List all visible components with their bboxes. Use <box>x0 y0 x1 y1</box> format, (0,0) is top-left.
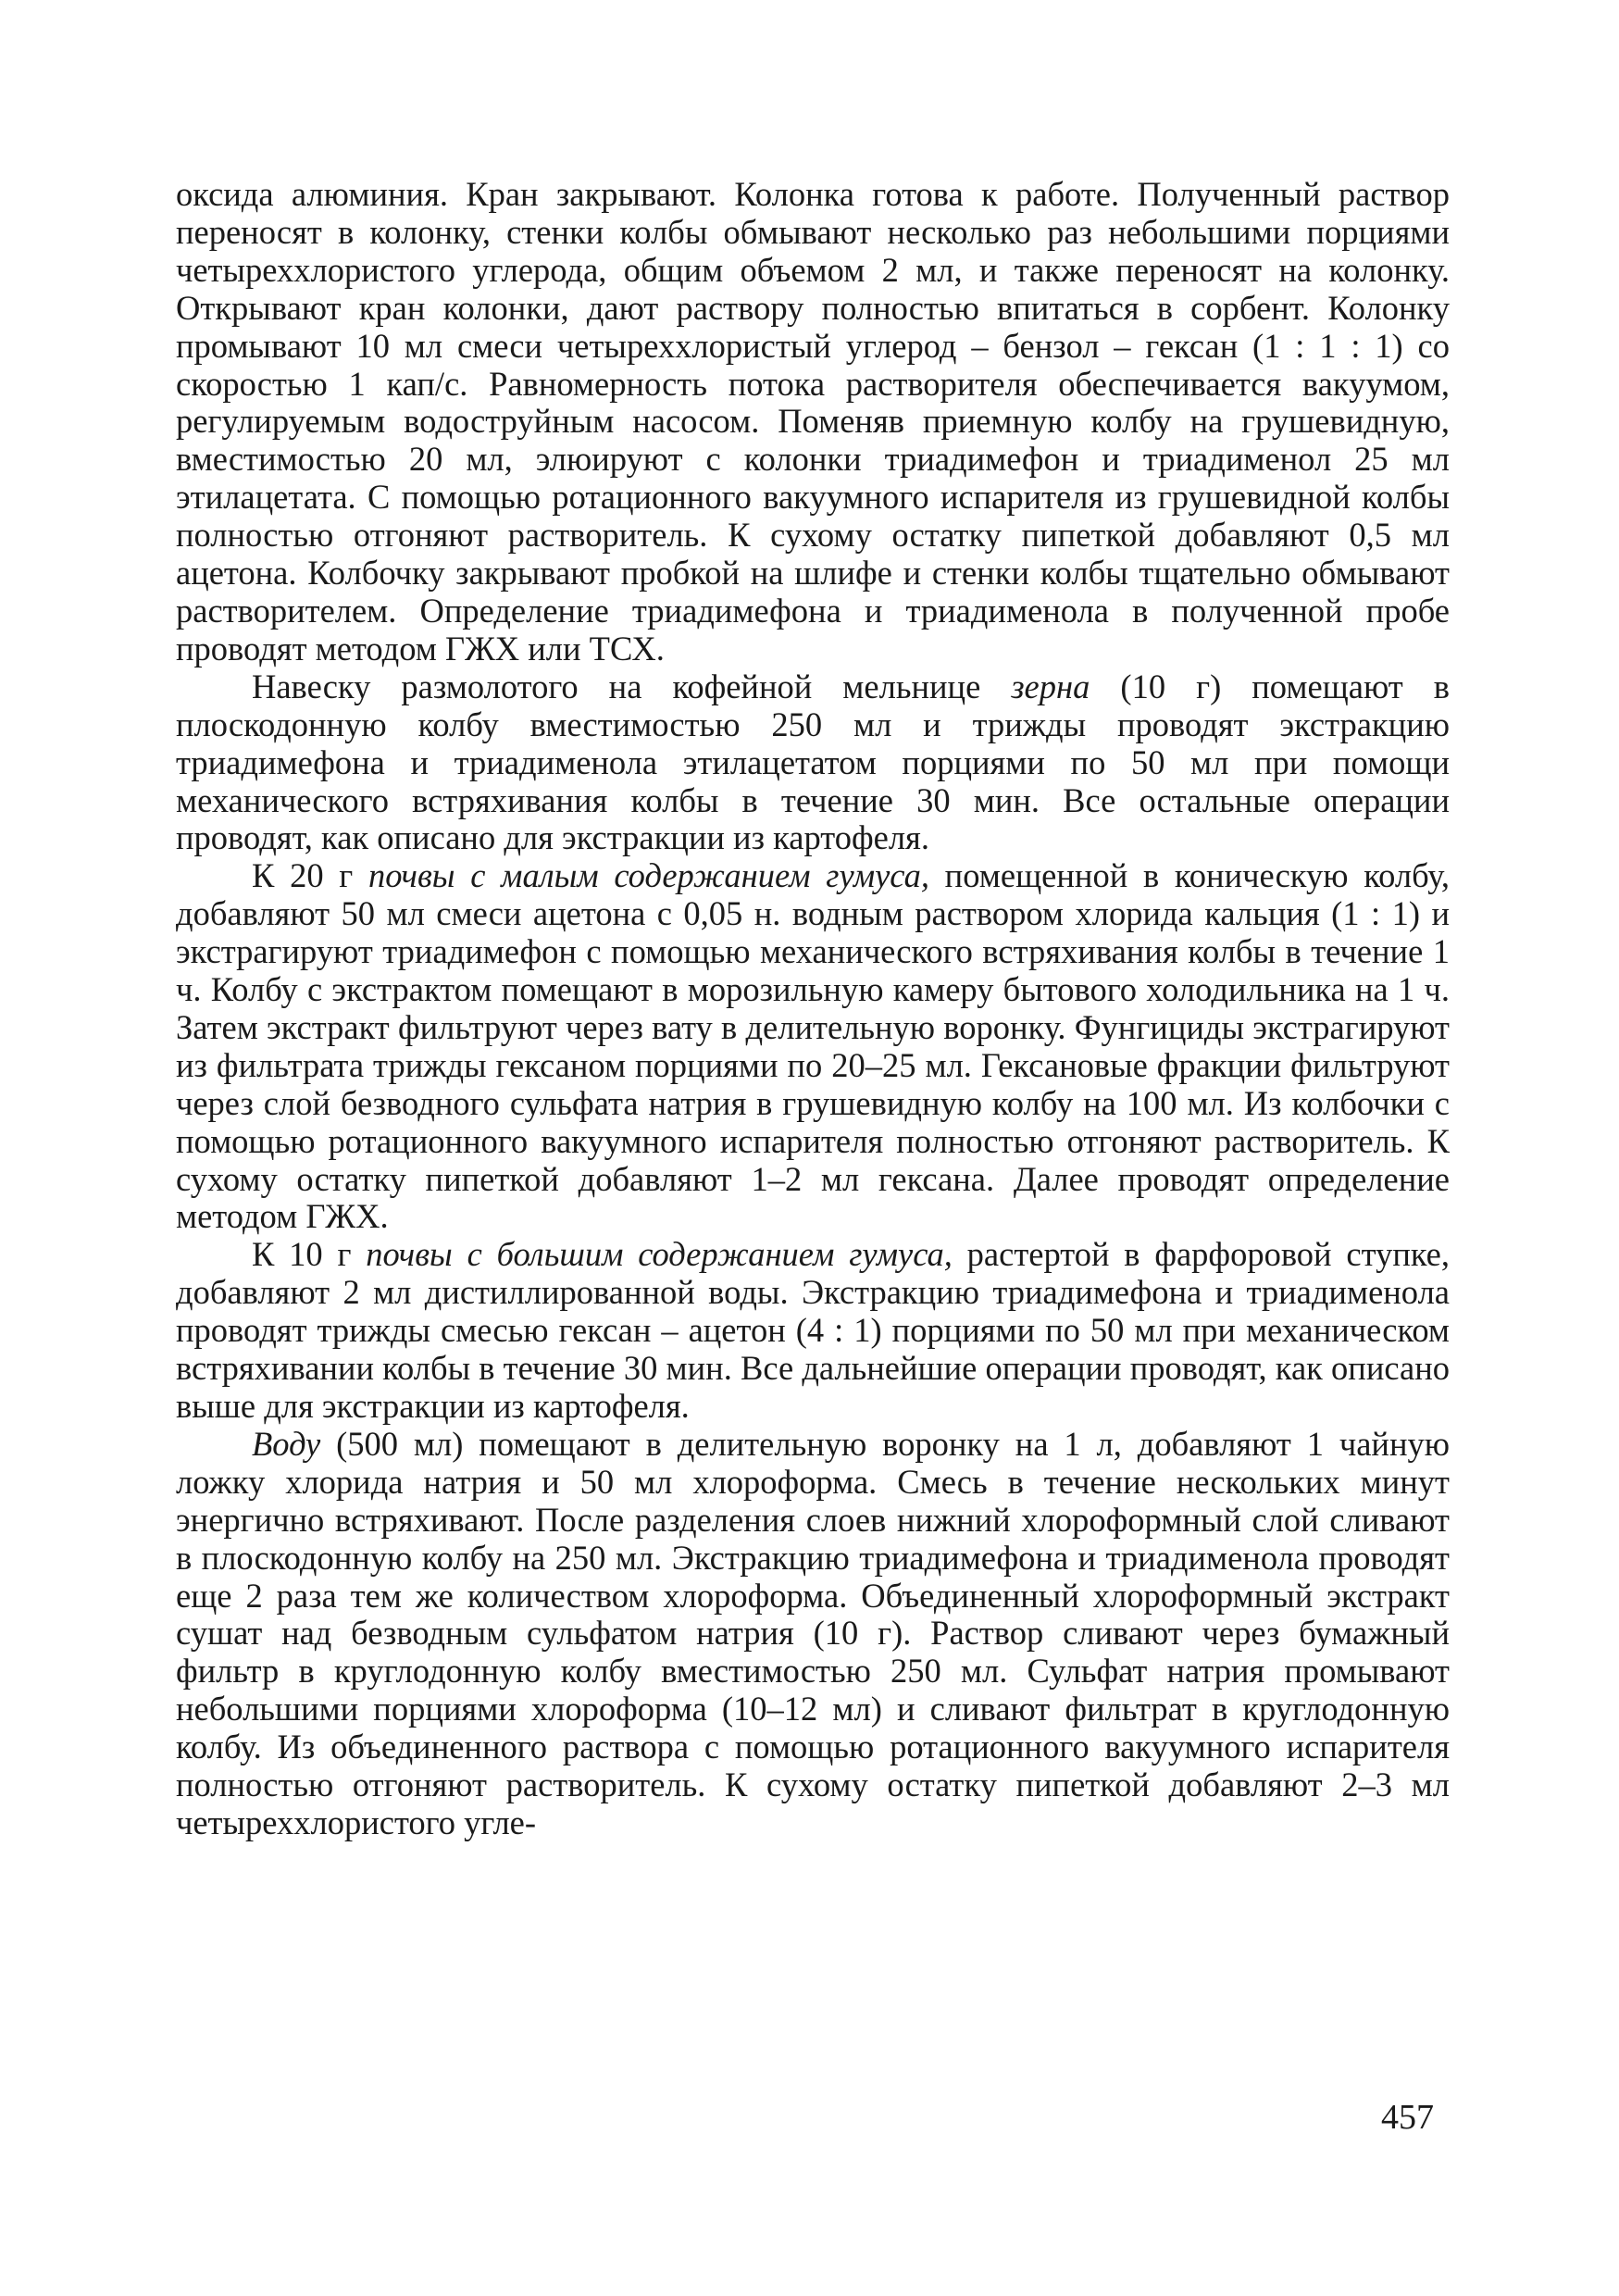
text-run: оксида алюминия. Кран закрывают. Колонка готова к работе. Полученный раствор переносят в колонку, стенки колбы обмывают несколько раз небольшими порциями четыреххлористого углерода, общим объемом 2 мл, и также переносят на колонку. Открывают кран колонки, дают раствору полностью впитаться в сорбент. Колонку промывают 10 мл смеси четыреххлористый углерод – бензол – гексан (1 : 1 : 1) со скоростью 1 кап/с. Равномерность потока растворителя обеспечивается вакуумом, регулируемым водоструйным насосом. Поменяв приемную колбу на грушевидную, вместимостью 20 мл, элюируют с колонки триадимефон и триадименол 25 мл этилацетата. С помощью ротационного вакуумного испарителя из грушевидной колбы полностью отгоняют растворитель. К сухому остатку пипеткой добавляют 0,5 мл ацетона. Колбочку закрывают пробкой на шлифе и стенки колбы тщательно обмывают растворителем. Определение триадимефона и триадименола в полученной пробе проводят методом ГЖХ или ТСХ. <box>176 175 1450 668</box>
italic-term: зерна <box>1011 667 1090 705</box>
text-run: (10 г) помещают в плоскодонную колбу вместимостью 250 мл и трижды проводят экстракцию триадимефона и триадименола этилацетатом порциями по 50 мл при помощи механического встряхивания колбы в течение 30 мин. Все остальные операции проводят, как описано для экстракции из картофеля. <box>176 667 1450 857</box>
paragraph <box>176 1426 1450 1842</box>
italic-term: Воду <box>252 1424 321 1463</box>
text-run: (500 мл) помещают в делительную воронку на 1 л, добавляют 1 чайную ложку хлорида натрия и 50 мл хлороформа. Смесь в течение нескольких минут энергично встряхивают. После разделения слоев нижний хлороформный слой сливают в плоскодонную колбу на 250 мл. Экстракцию триадимефона и триадименола проводят еще 2 раза тем же количеством хлороформа. Объединенный хлороформный экстракт сушат над безводным сульфатом натрия (10 г). Раствор сливают через бумажный фильтр в круглодонную колбу вместимостью 250 мл. Сульфат натрия промывают небольшими порциями хлороформа (10–12 мл) и сливают фильтрат в круглодонную колбу. Из объединенного раствора с помощью ротационного вакуумного испарителя полностью отгоняют растворитель. К сухому остатку пипеткой добавляют 2–3 мл четыреххлористого угле- <box>176 1424 1450 1841</box>
italic-term: почвы с большим содержанием гумуса, <box>366 1235 953 1274</box>
paragraph <box>176 857 1450 1236</box>
paragraph <box>176 176 1450 668</box>
text-run: помещенной в коническую колбу, добавляют 50 мл смеси ацетона с 0,05 н. водным раствором хлорида кальция (1 : 1) и экстрагируют триадимефон с помощью механического встряхивания колбы в течение 1 ч. Колбу с экстрактом помещают в морозильную камеру бытового холодильника на 1 ч. Затем экстракт фильтруют через вату в делительную воронку. Фунгициды экстрагируют из фильтрата трижды гексаном порциями по 20–25 мл. Гексановые фракции фильтруют через слой безводного сульфата натрия в грушевидную колбу на 100 мл. Из колбочки с помощью ротационного вакуумного испарителя полностью отгоняют растворитель. К сухому остатку пипеткой добавляют 1–2 мл гексана. Далее проводят определение методом ГЖХ. <box>176 856 1450 1236</box>
body-text <box>176 176 1450 1842</box>
text-run: К 20 г <box>252 856 368 895</box>
text-run: Навеску размолотого на кофейной мельнице <box>252 667 1012 705</box>
text-run: растертой в фарфоровой ступке, добавляют 2 мл дистиллированной воды. Экстракцию триадимефона и триадименола проводят трижды смесью гексан – ацетон (4 : 1) порциями по 50 мл при механическом встряхивании колбы в течение 30 мин. Все дальнейшие операции проводят, как описано выше для экстракции из картофеля. <box>176 1235 1450 1425</box>
paragraph <box>176 668 1450 858</box>
paragraph <box>176 1236 1450 1426</box>
text-run: К 10 г <box>252 1235 367 1274</box>
italic-term: почвы с малым содержанием гумуса, <box>368 856 929 895</box>
page-number: 457 <box>1381 2098 1434 2137</box>
